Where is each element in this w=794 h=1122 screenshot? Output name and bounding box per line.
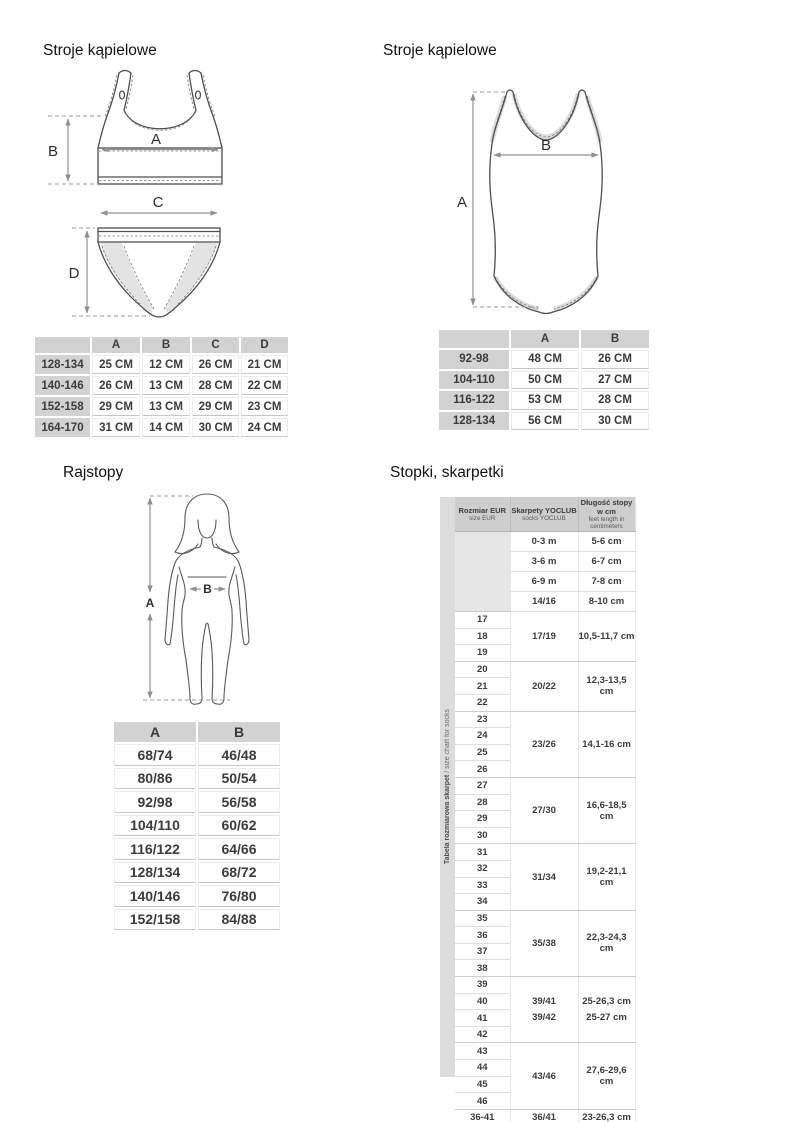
value-cell: 28 CM xyxy=(192,376,239,395)
value-cell: 48 CM xyxy=(511,350,579,369)
yoclub-cell: 27/30 xyxy=(510,777,578,843)
value-cell: 31 CM xyxy=(92,418,140,437)
value-cell: 29 CM xyxy=(192,397,239,416)
trim-shading xyxy=(492,94,600,309)
col-header-b: B xyxy=(142,337,190,353)
length-cell: 8-10 cm xyxy=(578,592,635,612)
trim-stitching xyxy=(492,94,600,309)
eur-size-cell: 32 xyxy=(455,860,510,877)
table-row xyxy=(35,397,288,416)
length-cell: 6-7 cm xyxy=(578,552,635,572)
col-header-a: A xyxy=(92,337,140,353)
col-header-b: B xyxy=(581,330,649,348)
col-header-d: D xyxy=(241,337,288,353)
measure-guide-lines xyxy=(143,496,230,700)
table-row xyxy=(455,711,635,728)
table-row xyxy=(455,532,635,552)
measure-label-b: B xyxy=(203,582,212,596)
side-label-pl: Tabela rozmiarowa skarpet xyxy=(444,775,451,865)
yoclub-cell: 23/26 xyxy=(510,711,578,777)
col-header-c: C xyxy=(192,337,239,353)
col-header-eur: Rozmiar EUR size EUR xyxy=(455,497,510,532)
eur-size-cell: 27 xyxy=(455,777,510,794)
value-cell: 68/72 xyxy=(198,862,280,884)
length-cell: 10,5-11,7 cm xyxy=(578,612,635,662)
briefs-side-panels xyxy=(100,243,218,313)
value-cell: 92/98 xyxy=(114,791,196,813)
value-cell: 14 CM xyxy=(142,418,190,437)
value-cell: 104/110 xyxy=(114,815,196,837)
section-title-one-piece-swimwear: Stroje kąpielowe xyxy=(383,42,497,59)
value-cell: 50/54 xyxy=(198,768,280,790)
value-cell: 27 CM xyxy=(581,371,649,390)
table-row xyxy=(114,862,280,884)
measure-label-d: D xyxy=(68,265,80,282)
yoclub-cell: 36/41 xyxy=(510,1109,578,1122)
table-row xyxy=(439,350,649,369)
col-header-yoclub: Skarpety YOCLUB socks YOCLUB xyxy=(510,497,578,532)
eur-size-cell: 34 xyxy=(455,894,510,911)
length-cell: 27,6-29,6 cm xyxy=(578,1043,635,1109)
col-header-a: A xyxy=(114,722,196,742)
value-cell: 116/122 xyxy=(114,838,196,860)
length-cell: 14,1-16 cm xyxy=(578,711,635,777)
value-cell: 22 CM xyxy=(241,376,288,395)
table-header-row xyxy=(439,330,649,348)
length-cell: 7-8 cm xyxy=(578,572,635,592)
value-cell: 80/86 xyxy=(114,768,196,790)
eur-size-cell: 26 xyxy=(455,761,510,778)
value-cell: 30 CM xyxy=(581,412,649,431)
table-row xyxy=(35,355,288,374)
value-cell: 25 CM xyxy=(92,355,140,374)
table-row xyxy=(455,777,635,794)
measure-label-a: A xyxy=(145,596,155,610)
size-cell: 128-134 xyxy=(35,355,90,374)
table-header-row xyxy=(455,497,635,532)
eur-size-cell: 22 xyxy=(455,694,510,711)
table-header-row xyxy=(114,722,280,742)
value-cell: 64/66 xyxy=(198,838,280,860)
eur-size-cell: 28 xyxy=(455,794,510,811)
bikini-top-outline xyxy=(98,71,222,185)
table-row xyxy=(114,791,280,813)
eur-size-cell: 45 xyxy=(455,1076,510,1093)
section-title-two-piece-swimwear: Stroje kąpielowe xyxy=(43,42,157,59)
value-cell: 76/80 xyxy=(198,885,280,907)
table-row xyxy=(114,768,280,790)
section-title-socks: Stopki, skarpetki xyxy=(390,464,504,481)
table-row xyxy=(455,1109,635,1122)
col-header-b: B xyxy=(198,722,280,742)
two-piece-swimsuit-diagram xyxy=(40,65,235,325)
table-row xyxy=(114,909,280,931)
eur-size-cell: 36-41 xyxy=(455,1109,510,1122)
eur-size-cell: 31 xyxy=(455,844,510,861)
size-cell: 128-134 xyxy=(439,412,509,431)
value-cell: 21 CM xyxy=(241,355,288,374)
value-cell: 56/58 xyxy=(198,791,280,813)
yoclub-cell: 3-6 m xyxy=(510,552,578,572)
yoclub-cell: 43/46 xyxy=(510,1043,578,1109)
one-piece-swimsuit-diagram xyxy=(445,80,650,320)
table-row xyxy=(114,885,280,907)
value-cell: 24 CM xyxy=(241,418,288,437)
yoclub-cell: 14/16 xyxy=(510,592,578,612)
length-cell: 12,3-13,5 cm xyxy=(578,661,635,711)
value-cell: 50 CM xyxy=(511,371,579,390)
eur-size-cell: 30 xyxy=(455,827,510,844)
swimsuit-outline xyxy=(490,90,602,314)
size-cell: 116-122 xyxy=(439,391,509,410)
value-cell: 140/146 xyxy=(114,885,196,907)
value-cell: 46/48 xyxy=(198,744,280,766)
eur-size-cell: 41 xyxy=(455,1010,510,1027)
eur-size-cell: 21 xyxy=(455,678,510,695)
value-cell: 26 CM xyxy=(92,376,140,395)
eur-size-cell: 23 xyxy=(455,711,510,728)
size-cell: 92-98 xyxy=(439,350,509,369)
table-row xyxy=(35,376,288,395)
value-cell: 30 CM xyxy=(192,418,239,437)
corner-cell xyxy=(35,337,90,353)
table-row xyxy=(455,661,635,678)
table-row xyxy=(114,815,280,837)
table-row xyxy=(455,612,635,629)
measure-label-a: A xyxy=(150,131,162,148)
eur-size-cell: 18 xyxy=(455,628,510,645)
size-cell: 152-158 xyxy=(35,397,90,416)
length-cell: 23-26,3 cm xyxy=(578,1109,635,1122)
measure-label-b: B xyxy=(540,137,552,154)
value-cell: 26 CM xyxy=(581,350,649,369)
eur-size-cell: 44 xyxy=(455,1060,510,1077)
baby-size-cell xyxy=(455,532,510,612)
value-cell: 128/134 xyxy=(114,862,196,884)
eur-size-cell: 20 xyxy=(455,661,510,678)
table-row xyxy=(439,391,649,410)
length-cell: 25-26,3 cm 25-27 cm xyxy=(578,977,635,1043)
yoclub-cell: 39/41 39/42 xyxy=(510,977,578,1043)
value-cell: 56 CM xyxy=(511,412,579,431)
size-cell: 104-110 xyxy=(439,371,509,390)
eur-size-cell: 25 xyxy=(455,744,510,761)
eur-size-cell: 33 xyxy=(455,877,510,894)
swimsuit-size-table xyxy=(437,328,651,432)
yoclub-cell: 6-9 m xyxy=(510,572,578,592)
value-cell: 12 CM xyxy=(142,355,190,374)
eur-size-cell: 19 xyxy=(455,645,510,662)
yoclub-cell: 31/34 xyxy=(510,844,578,910)
table-row xyxy=(455,1043,635,1060)
eur-size-cell: 39 xyxy=(455,977,510,994)
measure-label-b: B xyxy=(47,143,59,160)
table-row xyxy=(114,744,280,766)
measure-label-c: C xyxy=(152,194,164,211)
eur-size-cell: 37 xyxy=(455,943,510,960)
length-cell: 19,2-21,1 cm xyxy=(578,844,635,910)
eur-size-cell: 36 xyxy=(455,927,510,944)
value-cell: 84/88 xyxy=(198,909,280,931)
value-cell: 13 CM xyxy=(142,376,190,395)
table-row xyxy=(455,844,635,861)
eur-size-cell: 46 xyxy=(455,1093,510,1110)
measure-label-a: A xyxy=(456,194,468,211)
col-header-foot-length: Długość stopy w cm feet length in centimeters xyxy=(578,497,635,532)
side-label-en: / size chart for socks xyxy=(444,709,451,776)
tights-size-table xyxy=(112,720,282,932)
value-cell: 23 CM xyxy=(241,397,288,416)
yoclub-cell: 0-3 m xyxy=(510,532,578,552)
value-cell: 13 CM xyxy=(142,397,190,416)
socks-side-label xyxy=(440,497,455,1077)
length-cell: 16,6-18,5 cm xyxy=(578,777,635,843)
table-row xyxy=(455,977,635,994)
size-cell: 164-170 xyxy=(35,418,90,437)
eur-size-cell: 42 xyxy=(455,1026,510,1043)
yoclub-cell: 17/19 xyxy=(510,612,578,662)
yoclub-cell: 35/38 xyxy=(510,910,578,976)
table-row xyxy=(455,910,635,927)
size-cell: 140-146 xyxy=(35,376,90,395)
corner-cell xyxy=(439,330,509,348)
eur-size-cell: 38 xyxy=(455,960,510,977)
value-cell: 28 CM xyxy=(581,391,649,410)
eur-size-cell: 29 xyxy=(455,811,510,828)
value-cell: 26 CM xyxy=(192,355,239,374)
table-row xyxy=(439,412,649,431)
value-cell: 68/74 xyxy=(114,744,196,766)
section-title-tights: Rajstopy xyxy=(63,464,124,481)
value-cell: 60/62 xyxy=(198,815,280,837)
table-row xyxy=(439,371,649,390)
yoclub-cell: 20/22 xyxy=(510,661,578,711)
table-row xyxy=(35,418,288,437)
eur-size-cell: 40 xyxy=(455,993,510,1010)
eur-size-cell: 43 xyxy=(455,1043,510,1060)
value-cell: 29 CM xyxy=(92,397,140,416)
table-header-row xyxy=(35,337,288,353)
female-figure-outline xyxy=(165,494,249,704)
length-cell: 5-6 cm xyxy=(578,532,635,552)
col-header-a: A xyxy=(511,330,579,348)
value-cell: 53 CM xyxy=(511,391,579,410)
eur-size-cell: 24 xyxy=(455,728,510,745)
eur-size-cell: 17 xyxy=(455,612,510,629)
eur-size-cell: 35 xyxy=(455,910,510,927)
length-cell: 22,3-24,3 cm xyxy=(578,910,635,976)
socks-size-table xyxy=(455,497,636,1122)
tights-figure-diagram xyxy=(135,488,280,718)
value-cell: 152/158 xyxy=(114,909,196,931)
table-row xyxy=(114,838,280,860)
bikini-size-table xyxy=(33,335,290,439)
